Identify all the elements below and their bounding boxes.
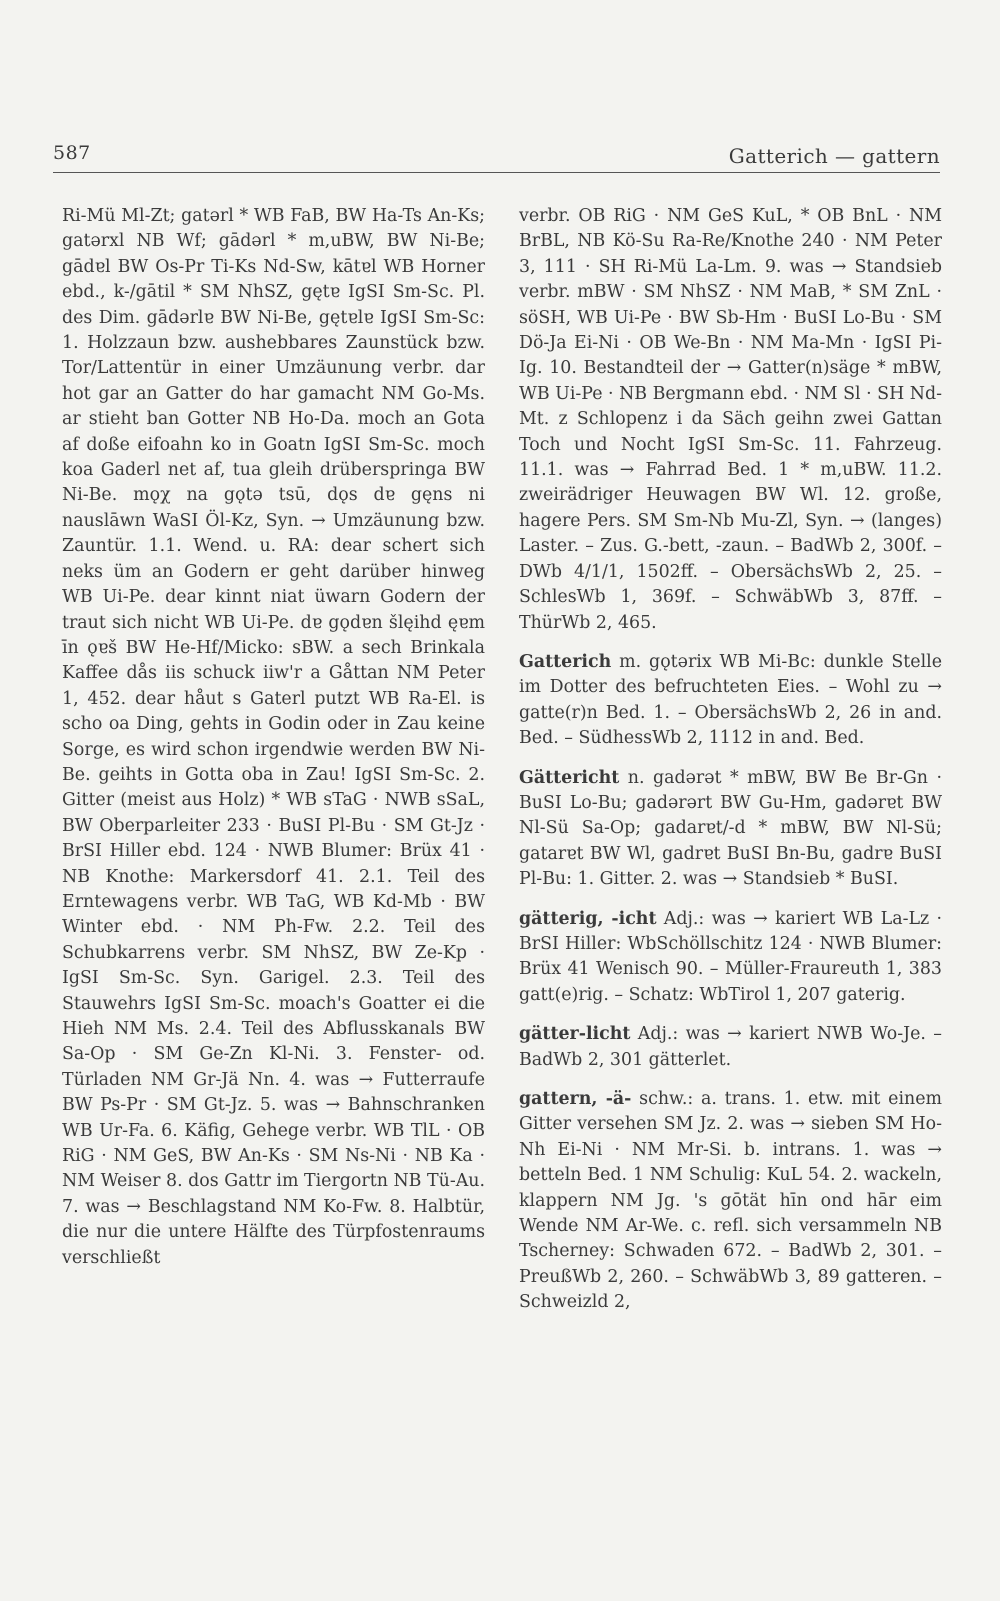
header-rule (53, 172, 940, 173)
entry-body: schw.: a. trans. 1. etw. mit einem Gitter versehen SM Jz. 2. was → sieben SM Ho-Nh Ei-Ni · NM Mr-Si. b. intrans. 1. was → betteln Bed. 1 NM Schulig: KuL 54. 2. wackeln, klappern NM Jg. 's gōtät hīn ond hār eim Wende NM Ar-We. c. refl. sich versammeln NB Tscherney: Schwaden 672. – BadWb 2, 301. – PreußWb 2, 260. – SchwäbWb 3, 89 gatteren. – Schweizld 2, (519, 1089, 942, 1313)
entry-body: Adj.: was → kariert NWB Wo-Je. – BadWb 2, 301 gätterlet. (519, 1024, 942, 1070)
entry-body: Adj.: was → kariert WB La-Lz · BrSI Hiller: WbSchöllschitz 124 · NWB Blumer: Brüx 41 Wenisch 90. – Müller-Fraureuth 1, 383 gatt(e)rig. – Schatz: WbTirol 1, 207 gaterig. (519, 908, 942, 1005)
entry-gatter-end: verbr. OB RiG · NM GeS KuL, * OB BnL · NM BrBL, NB Kö-Su Ra-Re/Knothe 240 · NM Peter 3, 111 · SH Ri-Mü La-Lm. 9. was → Standsieb verbr. mBW · SM NhSZ · NM MaB, * SM ZnL · söSH, WB Ui-Pe · BW Sb-Hm · BuSI Lo-Bu · SM Dö-Ja Ei-Ni · OB We-Bn · NM Ma-Mn · IgSI Pi-Ig. 10. Bestandteil der → Gatter(n)säge * mBW, WB Ui-Pe · NB Bergmann ebd. · NM Sl · SH Nd-Mt. z Schlopenz i da Säch geihn zwei Gattan Toch und Nocht IgSI Sm-Sc. 11. Fahrzeug. 11.1. was → Fahrrad Bed. 1 * m,uBW. 11.2. zweirädriger Heuwagen BW Wl. 12. große, hagere Pers. SM Sm-Nb Mu-Zl, Syn. → (langes) Laster. – Zus. G.-bett, -zaun. – BadWb 2, 300f. – DWb 4/1/1, 1502ff. – ObersächsWb 2, 25. – SchlesWb 1, 369f. – SchwäbWb 3, 87ff. – ThürWb 2, 465. (519, 206, 943, 633)
entry-body: n. gadərət * mBW, BW Be Br-Gn · BuSI Lo-Bu; gadərərt BW Gu-Hm, gadərɐt BW Nl-Sü Sa-Op; gadarɐt/-d * mBW, BW Nl-Sü; gatarɐt BW Wl, gadrɐt BuSI Bn-Bu, gadrɐ BuSI Pl-Bu: 1. Gitter. 2. was → Standsieb * BuSI. (519, 767, 942, 890)
entry-body: m. gǫtərix WB Mi-Bc: dunkle Stelle im Dotter des befruchteten Eies. – Wohl zu → gatte(r)n Bed. 1. – ObersächsWb 2, 26 in and. Bed. – SüdhessWb 2, 1112 in and. Bed. (519, 651, 942, 749)
lemma-headword: gätter-licht (519, 1024, 631, 1045)
running-head: Gatterich — gattern (728, 144, 940, 168)
page-number: 587 (53, 142, 91, 164)
entry-gaettericht (519, 766, 942, 893)
lemma-headword: Gatterich (519, 651, 612, 672)
entry-gattern (519, 1087, 942, 1316)
left-column (62, 204, 485, 1271)
entry-gaetterig (519, 907, 942, 1009)
entry-gatter-continuation: Ri-Mü Ml-Zt; gatərl * WB FaB, BW Ha-Ts An-Ks; gatərxl NB Wf; gādərl * m,uBW, BW Ni-Be; gādɐl BW Os-Pr Ti-Ks Nd-Sw, kātɐl WB Horner ebd., k-/gātil * SM NhSZ, gętɐ IgSI Sm-Sc. Pl. des Dim. gādərlɐ BW Ni-Be, gętɐlɐ IgSI Sm-Sc: 1. Holzzaun bzw. aushebbares Zaunstück bzw. Tor/Lattentür in einer Umzäunung verbr. dar hot gar an Gatter do har gamacht NM Go-Ms. ar stieht ban Gotter NB Ho-Da. moch an Gota af doße eifoahn ko in Goatn IgSI Sm-Sc. moch koa Gaderl net af, tua gleih drüberspringa BW Ni-Be. mǫχ na gǫtə tsū, dǫs dɐ gęns ni nauslāwn WaSI Öl-Kz, Syn. → Umzäunung bzw. Zauntür. 1.1. Wend. u. RA: dear schert sich neks üm an Godern er geht darüber hinweg WB Ui-Pe. dear kinnt niat üwarn Godern der traut sich nicht WB Ui-Pe. dɐ gǫdɐn šlęihd ęɐm īn ǫɐš BW He-Hf/Micko: sBW. a sech Brinkala Kaffee dås iis schuck iiw'r a Gåttan NM Peter 1, 452. dear håut s Gaterl putzt WB Ra-El. is scho oa Ding, gehts in Godin oder in Zau keine Sorge, es wird schon irgendwie werden BW Ni-Be. geihts in Gotta oba in Zau! IgSI Sm-Sc. 2. Gitter (meist aus Holz) * WB sTaG · NWB sSaL, BW Oberparleiter 233 · BuSI Pl-Bu · SM Gt-Jz · BrSI Hiller ebd. 124 · NWB Blumer: Brüx 41 · NB Knothe: Markersdorf 41. 2.1. Teil des Erntewagens verbr. WB TaG, WB Kd-Mb · BW Winter ebd. · NM Ph-Fw. 2.2. Teil des Schubkarrens verbr. SM NhSZ, BW Ze-Kp · IgSI Sm-Sc. Syn. Garigel. 2.3. Teil des Stauwehrs IgSI Sm-Sc. moach's Goatter ei die Hieh NM Ms. 2.4. Teil des Abflusskanals BW Sa-Op · SM Ge-Zn Kl-Ni. 3. Fenster- od. Türladen NM Gr-Jä Nn. 4. was → Futterraufe BW Ps-Pr · SM Gt-Jz. 5. was → Bahnschranken WB Ur-Fa. 6. Käfig, Gehege verbr. WB TlL · OB RiG · NM GeS, BW An-Ks · SM Ns-Ni · NB Ka · NM Weiser 8. dos Gattr im Tiergortn NB Tü-Au. 7. was → Beschlagstand NM Ko-Fw. 8. Halbtür, die nur die untere Hälfte des Türpfostenraums verschließt (62, 206, 485, 1268)
lemma-headword: gattern, -ä- (519, 1089, 632, 1109)
lemma-headword: gätterig, -icht (519, 908, 657, 929)
entry-gatterich (519, 650, 942, 752)
page-header (53, 140, 940, 176)
lemma-headword: Gättericht (519, 767, 620, 788)
right-column (519, 204, 942, 1330)
entry-gaetter-licht (519, 1022, 942, 1073)
